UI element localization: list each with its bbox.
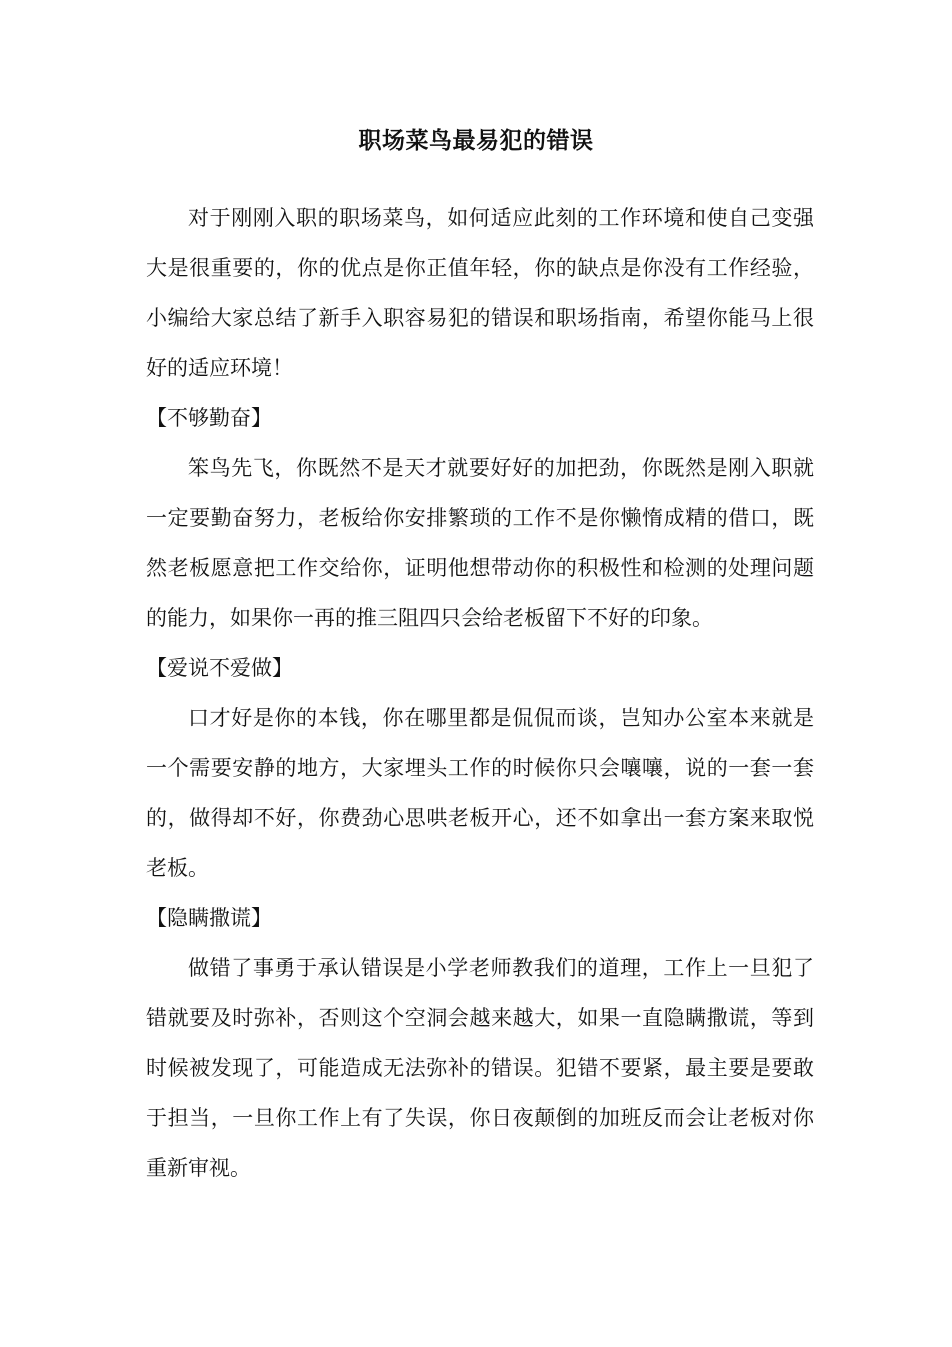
section-heading-talk-not-act: 【爱说不爱做】 xyxy=(146,656,293,680)
section-body-not-diligent: 笨鸟先飞，你既然不是天才就要好好的加把劲，你既然是刚入职就一定要勤奋努力，老板给你安排繁琐的工作不是你懒惰成精的借口，既然老板愿意把工作交给你，证明他想带动你的积极性和检测的处理问题的能力，如果你一再的推三阻四只会给老板留下不好的印象。 xyxy=(146,456,814,630)
intro-paragraph: 对于刚刚入职的职场菜鸟，如何适应此刻的工作环境和使自己变强大是很重要的，你的优点是你正值年轻，你的缺点是你没有工作经验，小编给大家总结了新手入职容易犯的错误和职场指南，希望你能马上很好的适应环境！ xyxy=(146,206,814,380)
document-body xyxy=(146,193,814,1193)
section-heading-not-diligent: 【不够勤奋】 xyxy=(146,406,272,430)
section-body-talk-not-act: 口才好是你的本钱，你在哪里都是侃侃而谈，岂知办公室本来就是一个需要安静的地方，大家埋头工作的时候你只会嚷嚷，说的一套一套的，做得却不好，你费劲心思哄老板开心，还不如拿出一套方案来取悦老板。 xyxy=(146,706,814,880)
section-body-conceal-lie: 做错了事勇于承认错误是小学老师教我们的道理，工作上一旦犯了错就要及时弥补，否则这个空洞会越来越大，如果一直隐瞒撒谎，等到时候被发现了，可能造成无法弥补的错误。犯错不要紧，最主要是要敢于担当，一旦你工作上有了失误，你日夜颠倒的加班反而会让老板对你重新审视。 xyxy=(146,956,814,1180)
document-title: 职场菜鸟最易犯的错误 xyxy=(358,127,594,154)
section-heading-conceal-lie: 【隐瞒撒谎】 xyxy=(146,906,272,930)
